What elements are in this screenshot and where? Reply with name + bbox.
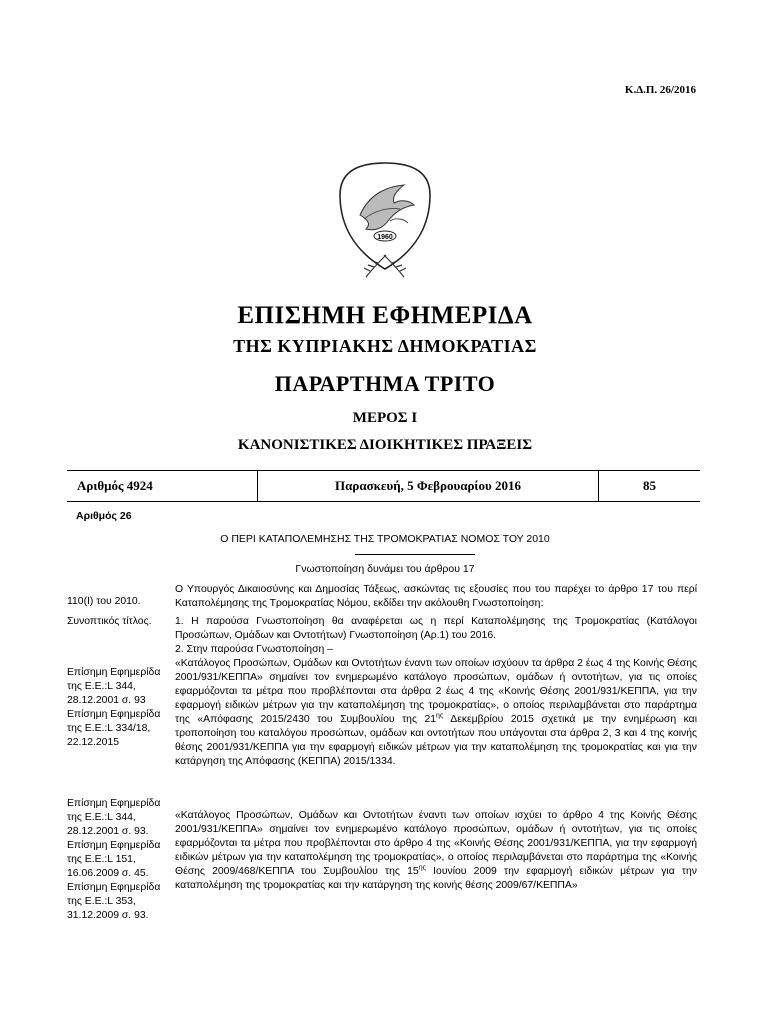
gazette-title: ΕΠΙΣΗΜΗ ΕΦΗΜΕΡΙΔΑ — [237, 302, 533, 329]
definition-1-text-b: Δεκεμβρίου 2015 σχετικά με την ενημέρωση και τροποποίηση του καταλόγου προσώπων, ομάδων και οντοτήτων που υπάγονται στα άρθρα 2, 3 και 4 της κοινής θέσης 2001/931/ΚΕΠΠΑ για την εφαρμογή ειδικών μέτρων για την καταπολέμηση της τρομοκρατίας και για την κατάργηση της Απόφασης (ΚΕΠΠΑ) 2015/1334. — [175, 714, 697, 767]
gazette-subtitle: ΤΗΣ ΚΥΠΡΙΑΚΗΣ ΔΗΜΟΚΡΑΤΙΑΣ — [233, 336, 537, 356]
definition-2-text-a: «Κατάλογος Προσώπων, Ομάδων και Οντοτήτων έναντι των οποίων ισχύει το άρθρο 4 της Κοινής Θέσης 2001/931/ΚΕΠΠΑ» σημαίνει τον ενημερωμένο κατάλογο προσώπων, ομάδων ή οντοτήτων, για τις οποίες εφαρμόζονται τα μέτρα που προβλέπονται στο άρθρο 4 της «Κοινής Θέσης 2001/931/ΚΕΠΠΑ, για την εφαρμογή ειδικών μέτρων για την καταπολέμηση της τρομοκρατίας», ο οποίος περιλαμβάνεται στο παράρτημα της «Κοινής Θέσης 2009/468/ΚΕΠΠΑ του Συμβουλίου της 15 — [175, 810, 697, 877]
definition-2-text-b: Ιουνίου 2009 την εφαρμογή ειδικών μέτρων για την καταπολέμηση της τρομοκρατίας και την κατάργηση της κοινής θέσης 2009/67/ΚΕΠΠΑ» — [175, 866, 697, 891]
section-heading: ΚΑΝΟΝΙΣΤΙΚΕΣ ΔΙΟΙΚΗΤΙΚΕΣ ΠΡΑΞΕΙΣ — [237, 437, 533, 453]
part-heading: ΜΕΡΟΣ Ι — [352, 410, 418, 426]
margin-note-short-title: Συνοπτικός τίτλος. — [67, 616, 152, 627]
definition-1 — [175, 657, 697, 769]
page-number: 85 — [643, 478, 656, 493]
definition-2 — [175, 809, 697, 893]
margin-note-definition-1: Επίσημη Εφημερίδα της Ε.Ε.:L 344, 28.12.2001 σ. 93 Επίσημη Εφημερίδα της Ε.Ε.:L 334/18, 22.12.2015 — [67, 667, 161, 748]
issue-info-bar — [67, 470, 700, 502]
emblem-year: 1960 — [377, 234, 393, 241]
gazette-reference: Κ.Δ.Π. 26/2016 — [624, 84, 696, 96]
margin-note-definition-2: Επίσημη Εφημερίδα της Ε.Ε.:L 344, 28.12.2001 σ. 93. Επίσημη Εφημερίδα της Ε.Ε.:L 151, 16.06.2009 σ. 45. Επίσημη Εφημερίδα της Ε.Ε.:L 353, 31.12.2009 σ. 93. — [67, 798, 161, 921]
issue-date: Παρασκευή, 5 Φεβρουαρίου 2016 — [258, 471, 599, 501]
coat-of-arms-emblem — [330, 157, 440, 287]
definition-1-text-a: «Κατάλογος Προσώπων, Ομάδων και Οντοτήτων έναντι των οποίων ισχύουν τα άρθρα 2 έως 4 της Κοινής Θέσης 2001/931/ΚΕΠΠΑ» σημαίνει τον ενημερωμένο κατάλογο προσώπων, ομάδων ή οντοτήτων, για τις οποίες εφαρμόζονται τα μέτρα που προβλέπονται στα άρθρα 2 έως 4 της «Κοινής Θέσης 2001/931/ΚΕΠΠΑ, για την εφαρμογή ειδικών μέτρων για την καταπολέμηση της τρομοκρατίας», ο οποίος περιλαμβάνεται στο παράρτημα της «Απόφασης 2015/2430 του Συμβουλίου της 21 — [175, 658, 697, 725]
issue-number: Αριθμός 4924 — [67, 471, 258, 501]
divider — [355, 554, 475, 555]
intro-paragraph: Ο Υπουργός Δικαιοσύνης και Δημοσίας Τάξεως, ασκώντας τις εξουσίες που του παρέχει το άρθρο 17 του περί Καταπολέμησης της Τρομοκρατίας Νόμου, εκδίδει την ακόλουθη Γνωστοποίηση: — [175, 584, 697, 609]
margin-note-law: 110(Ι) του 2010. — [67, 596, 141, 607]
paragraph-1: 1. Η παρούσα Γνωστοποίηση θα αναφέρεται ως η περί Καταπολέμησης της Τρομοκρατίας (Κατάλογοι Προσώπων, Ομάδων και Οντοτήτων) Γνωστοποίηση (Αρ.1) του 2016. — [175, 616, 697, 641]
supplement-heading: ΠΑΡΑΡΤΗΜΑ ΤΡΙΤΟ — [274, 371, 496, 396]
law-title: Ο ΠΕΡΙ ΚΑΤΑΠΟΛΕΜΗΣΗΣ ΤΗΣ ΤΡΟΜΟΚΡΑΤΙΑΣ ΝΟΜΟΣ ΤΟΥ 2010 — [220, 533, 550, 545]
notice-heading: Γνωστοποίηση δυνάμει του άρθρου 17 — [295, 563, 475, 575]
act-number: Αριθμός 26 — [76, 510, 132, 522]
definition-2-superscript: ης — [418, 864, 426, 872]
definition-1-superscript: ης — [436, 712, 444, 720]
paragraph-2-intro: 2. Στην παρούσα Γνωστοποίηση – — [175, 644, 333, 655]
